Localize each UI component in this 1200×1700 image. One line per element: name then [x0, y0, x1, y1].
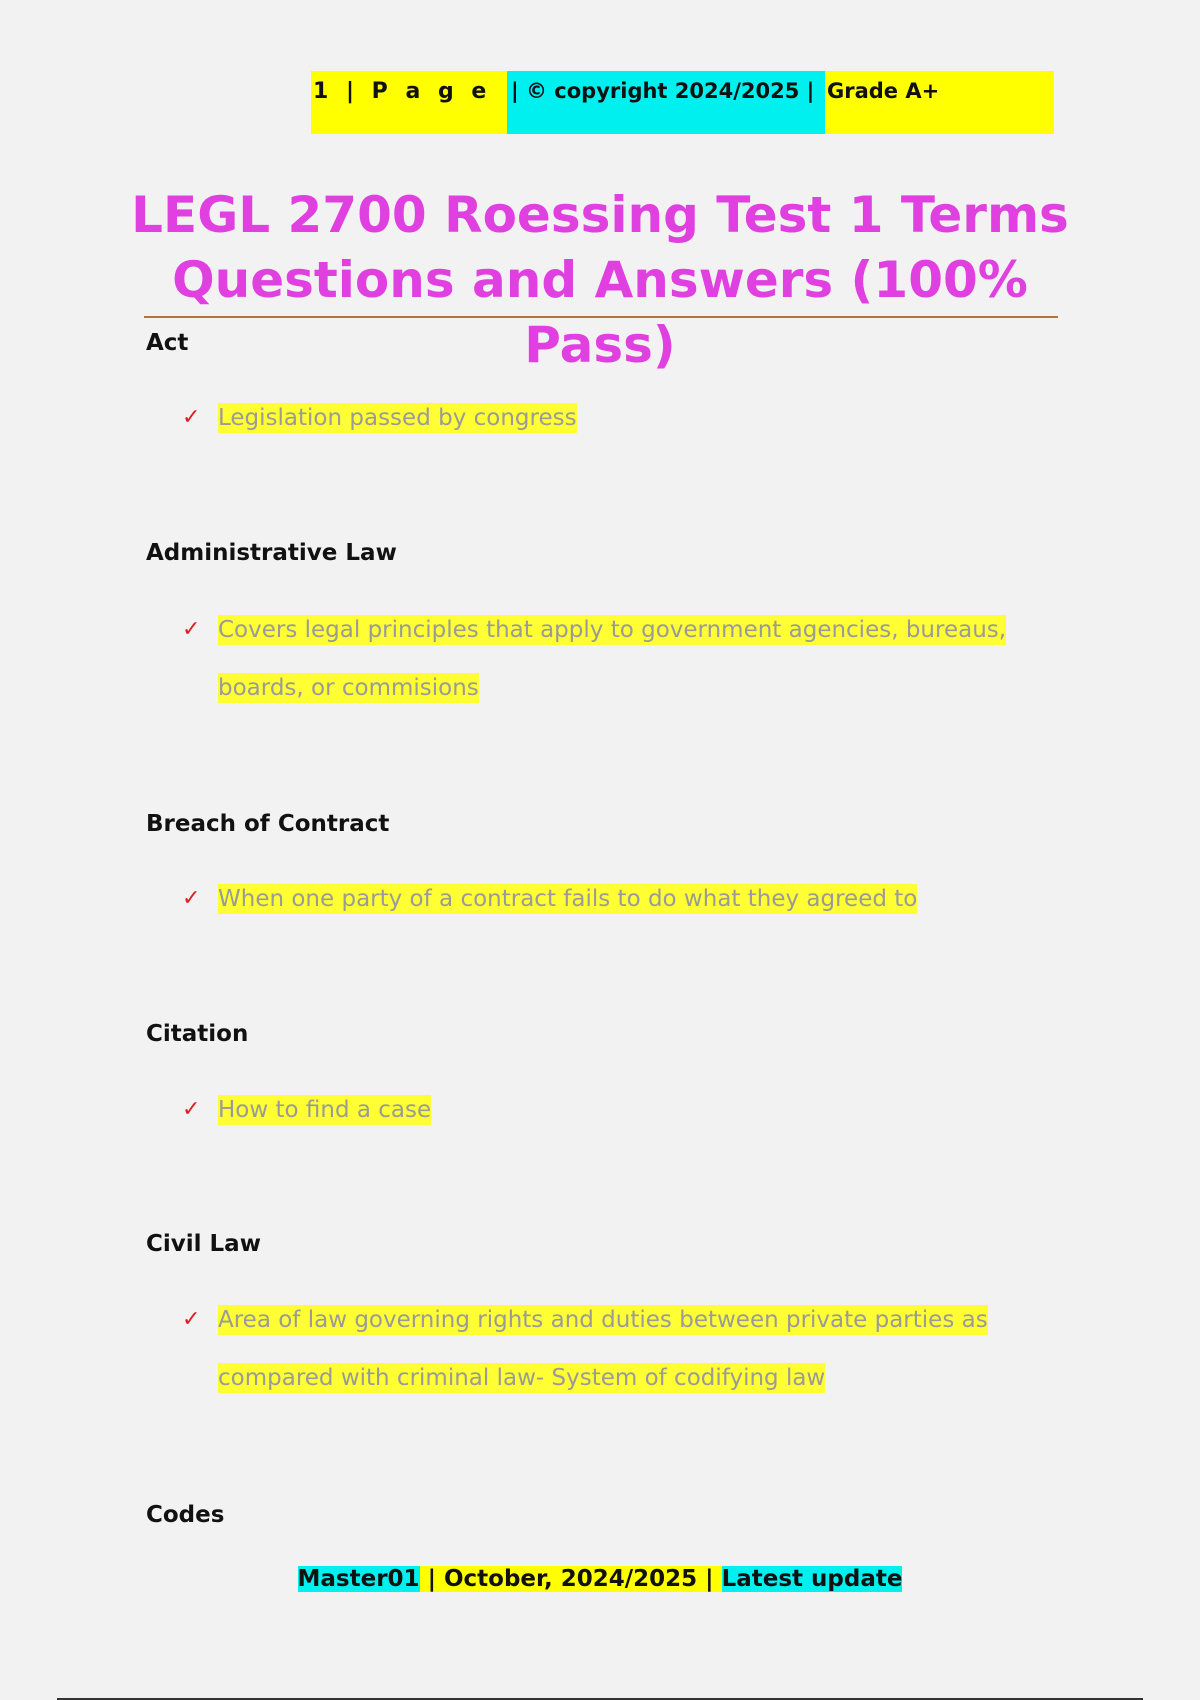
- answer-text: Area of law governing rights and duties between private parties as: [218, 1307, 988, 1333]
- answer-item: [182, 1081, 1042, 1139]
- checkmark-icon: ✓: [182, 886, 201, 911]
- title-line-1: LEGL 2700 Roessing Test 1 Terms: [131, 186, 1069, 244]
- answer-text: compared with criminal law- System of codifying law: [218, 1365, 826, 1391]
- checkmark-icon: ✓: [182, 1097, 201, 1122]
- page-header: [311, 71, 1054, 134]
- title-line-2: Questions and Answers (100% Pass): [172, 251, 1028, 374]
- term-heading: Codes: [146, 1502, 225, 1528]
- checkmark-icon: ✓: [182, 1307, 201, 1332]
- answer-text: When one party of a contract fails to do what they agreed to: [218, 886, 918, 912]
- answer-item: [182, 389, 1042, 447]
- term-heading: Administrative Law: [146, 540, 397, 566]
- footer-author: Master01: [297, 1566, 420, 1592]
- checkmark-icon: ✓: [182, 617, 201, 642]
- document-title: [130, 183, 1070, 378]
- footer-date: | October, 2024/2025 |: [419, 1566, 722, 1592]
- footer-update: Latest update: [721, 1566, 903, 1592]
- answer-item: [182, 601, 1042, 717]
- answer-text: Legislation passed by congress: [218, 405, 577, 431]
- answer-text: How to find a case: [218, 1097, 432, 1123]
- answer-item: [182, 870, 1042, 928]
- answer-item: [182, 1291, 1042, 1407]
- grade-label: Grade A+: [825, 71, 1054, 134]
- term-heading: Act: [146, 330, 189, 356]
- answer-text: Covers legal principles that apply to government agencies, bureaus,: [218, 617, 1007, 643]
- title-divider: [144, 316, 1058, 318]
- term-heading: Citation: [146, 1021, 249, 1047]
- answer-text: boards, or commisions: [218, 675, 479, 701]
- checkmark-icon: ✓: [182, 405, 201, 430]
- term-heading: Civil Law: [146, 1231, 261, 1257]
- page-footer: [0, 1566, 1200, 1592]
- copyright-notice: | © copyright 2024/2025 |: [507, 71, 825, 134]
- term-heading: Breach of Contract: [146, 811, 390, 837]
- page-number: 1 | P a g e: [311, 71, 507, 134]
